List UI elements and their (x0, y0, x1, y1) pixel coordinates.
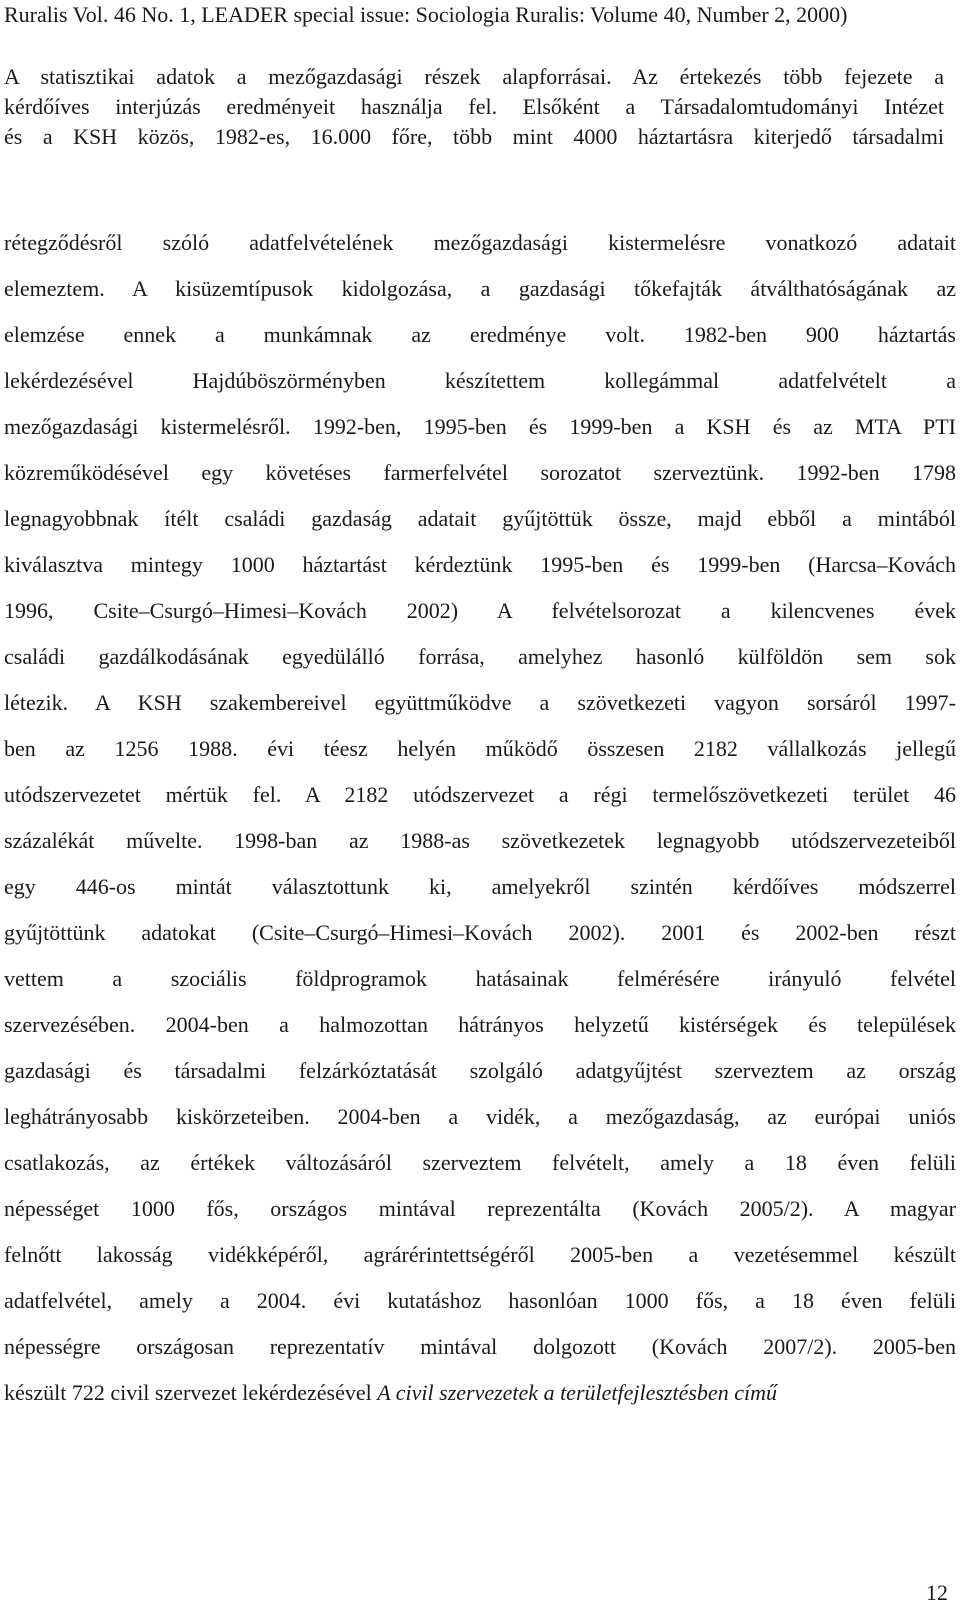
text-line: kérdőíves interjúzás eredményeit használja fel. Elsőként a Társadalomtudományi Intézet (4, 94, 944, 119)
intro-paragraph (4, 62, 944, 152)
text-line: százalékát művelte. 1998-ban az 1988-as szövetkezetek legnagyobb utódszervezeteiből (4, 828, 956, 853)
text-line: mezőgazdasági kistermelésről. 1992-ben, 1995-ben és 1999-ben a KSH és az MTA PTI (4, 414, 956, 439)
text-line: 1996, Csite–Csurgó–Himesi–Kovách 2002) A felvételsorozat a kilencvenes évek (4, 598, 956, 623)
text-line: legnagyobbnak ítélt családi gazdaság adatait gyűjtöttük össze, majd ebből a mintából (4, 506, 956, 531)
text-line: A statisztikai adatok a mezőgazdasági részek alapforrásai. Az értekezés több fejezete a (4, 64, 944, 89)
text-line: lekérdezésével Hajdúböszörményben készítettem kollegámmal adatfelvételt a (4, 368, 956, 393)
citation-header: Ruralis Vol. 46 No. 1, LEADER special issue: Sociologia Ruralis: Volume 40, Number 2, 2000) (4, 2, 848, 27)
text-line: elemeztem. A kisüzemtípusok kidolgozása, a gazdasági tőkefajták átválthatóságának az (4, 276, 956, 301)
text-line: családi gazdálkodásának egyedülálló forrása, amelyhez hasonló külföldön sem sok (4, 644, 956, 669)
text-line: gazdasági és társadalmi felzárkóztatását szolgáló adatgyűjtést szerveztem az ország (4, 1058, 956, 1083)
text-line: kiválasztva mintegy 1000 háztartást kérdeztünk 1995-ben és 1999-ben (Harcsa–Kovách (4, 552, 956, 577)
body-paragraph (4, 220, 956, 1416)
text-line: és a KSH közös, 1982-es, 16.000 főre, több mint 4000 háztartásra kiterjedő társadalmi (4, 124, 944, 149)
text-line: egy 446-os mintát választottunk ki, amelyekről szintén kérdőíves módszerrel (4, 874, 956, 899)
text-line: népességre országosan reprezentatív mintával dolgozott (Kovách 2007/2). 2005-ben (4, 1334, 956, 1359)
text-line: adatfelvétel, amely a 2004. évi kutatáshoz hasonlóan 1000 fős, a 18 éven felüli (4, 1288, 956, 1313)
text-line: létezik. A KSH szakembereivel együttműködve a szövetkezeti vagyon sorsáról 1997- (4, 690, 956, 715)
italic-title: A civil szervezetek a területfejlesztésben című (377, 1380, 777, 1405)
text-line: vettem a szociális földprogramok hatásainak felmérésére irányuló felvétel (4, 966, 956, 991)
text-line: leghátrányosabb kiskörzeteiben. 2004-ben a vidék, a mezőgazdaság, az európai uniós (4, 1104, 956, 1129)
text-line-last (4, 1370, 956, 1416)
page-number: 12 (926, 1580, 948, 1605)
text-line-prefix: készült 722 civil szervezet lekérdezésével (4, 1380, 378, 1405)
text-line: ben az 1256 1988. évi téesz helyén működő összesen 2182 vállalkozás jellegű (4, 736, 956, 761)
text-line: csatlakozás, az értékek változásáról szerveztem felvételt, amely a 18 éven felüli (4, 1150, 956, 1175)
text-line: rétegződésről szóló adatfelvételének mezőgazdasági kistermelésre vonatkozó adatait (4, 230, 956, 255)
text-line: közreműködésével egy követéses farmerfelvétel sorozatot szerveztünk. 1992-ben 1798 (4, 460, 956, 485)
text-line: utódszervezetet mértük fel. A 2182 utódszervezet a régi termelőszövetkezeti terület 46 (4, 782, 956, 807)
text-line: gyűjtöttünk adatokat (Csite–Csurgó–Himesi–Kovách 2002). 2001 és 2002-ben részt (4, 920, 956, 945)
text-line: népességet 1000 fős, országos mintával reprezentálta (Kovách 2005/2). A magyar (4, 1196, 956, 1221)
text-line: elemzése ennek a munkámnak az eredménye volt. 1982-ben 900 háztartás (4, 322, 956, 347)
text-line: szervezésében. 2004-ben a halmozottan hátrányos helyzetű kistérségek és települések (4, 1012, 956, 1037)
text-line: felnőtt lakosság vidékképéről, agrárérintettségéről 2005-ben a vezetésemmel készült (4, 1242, 956, 1267)
